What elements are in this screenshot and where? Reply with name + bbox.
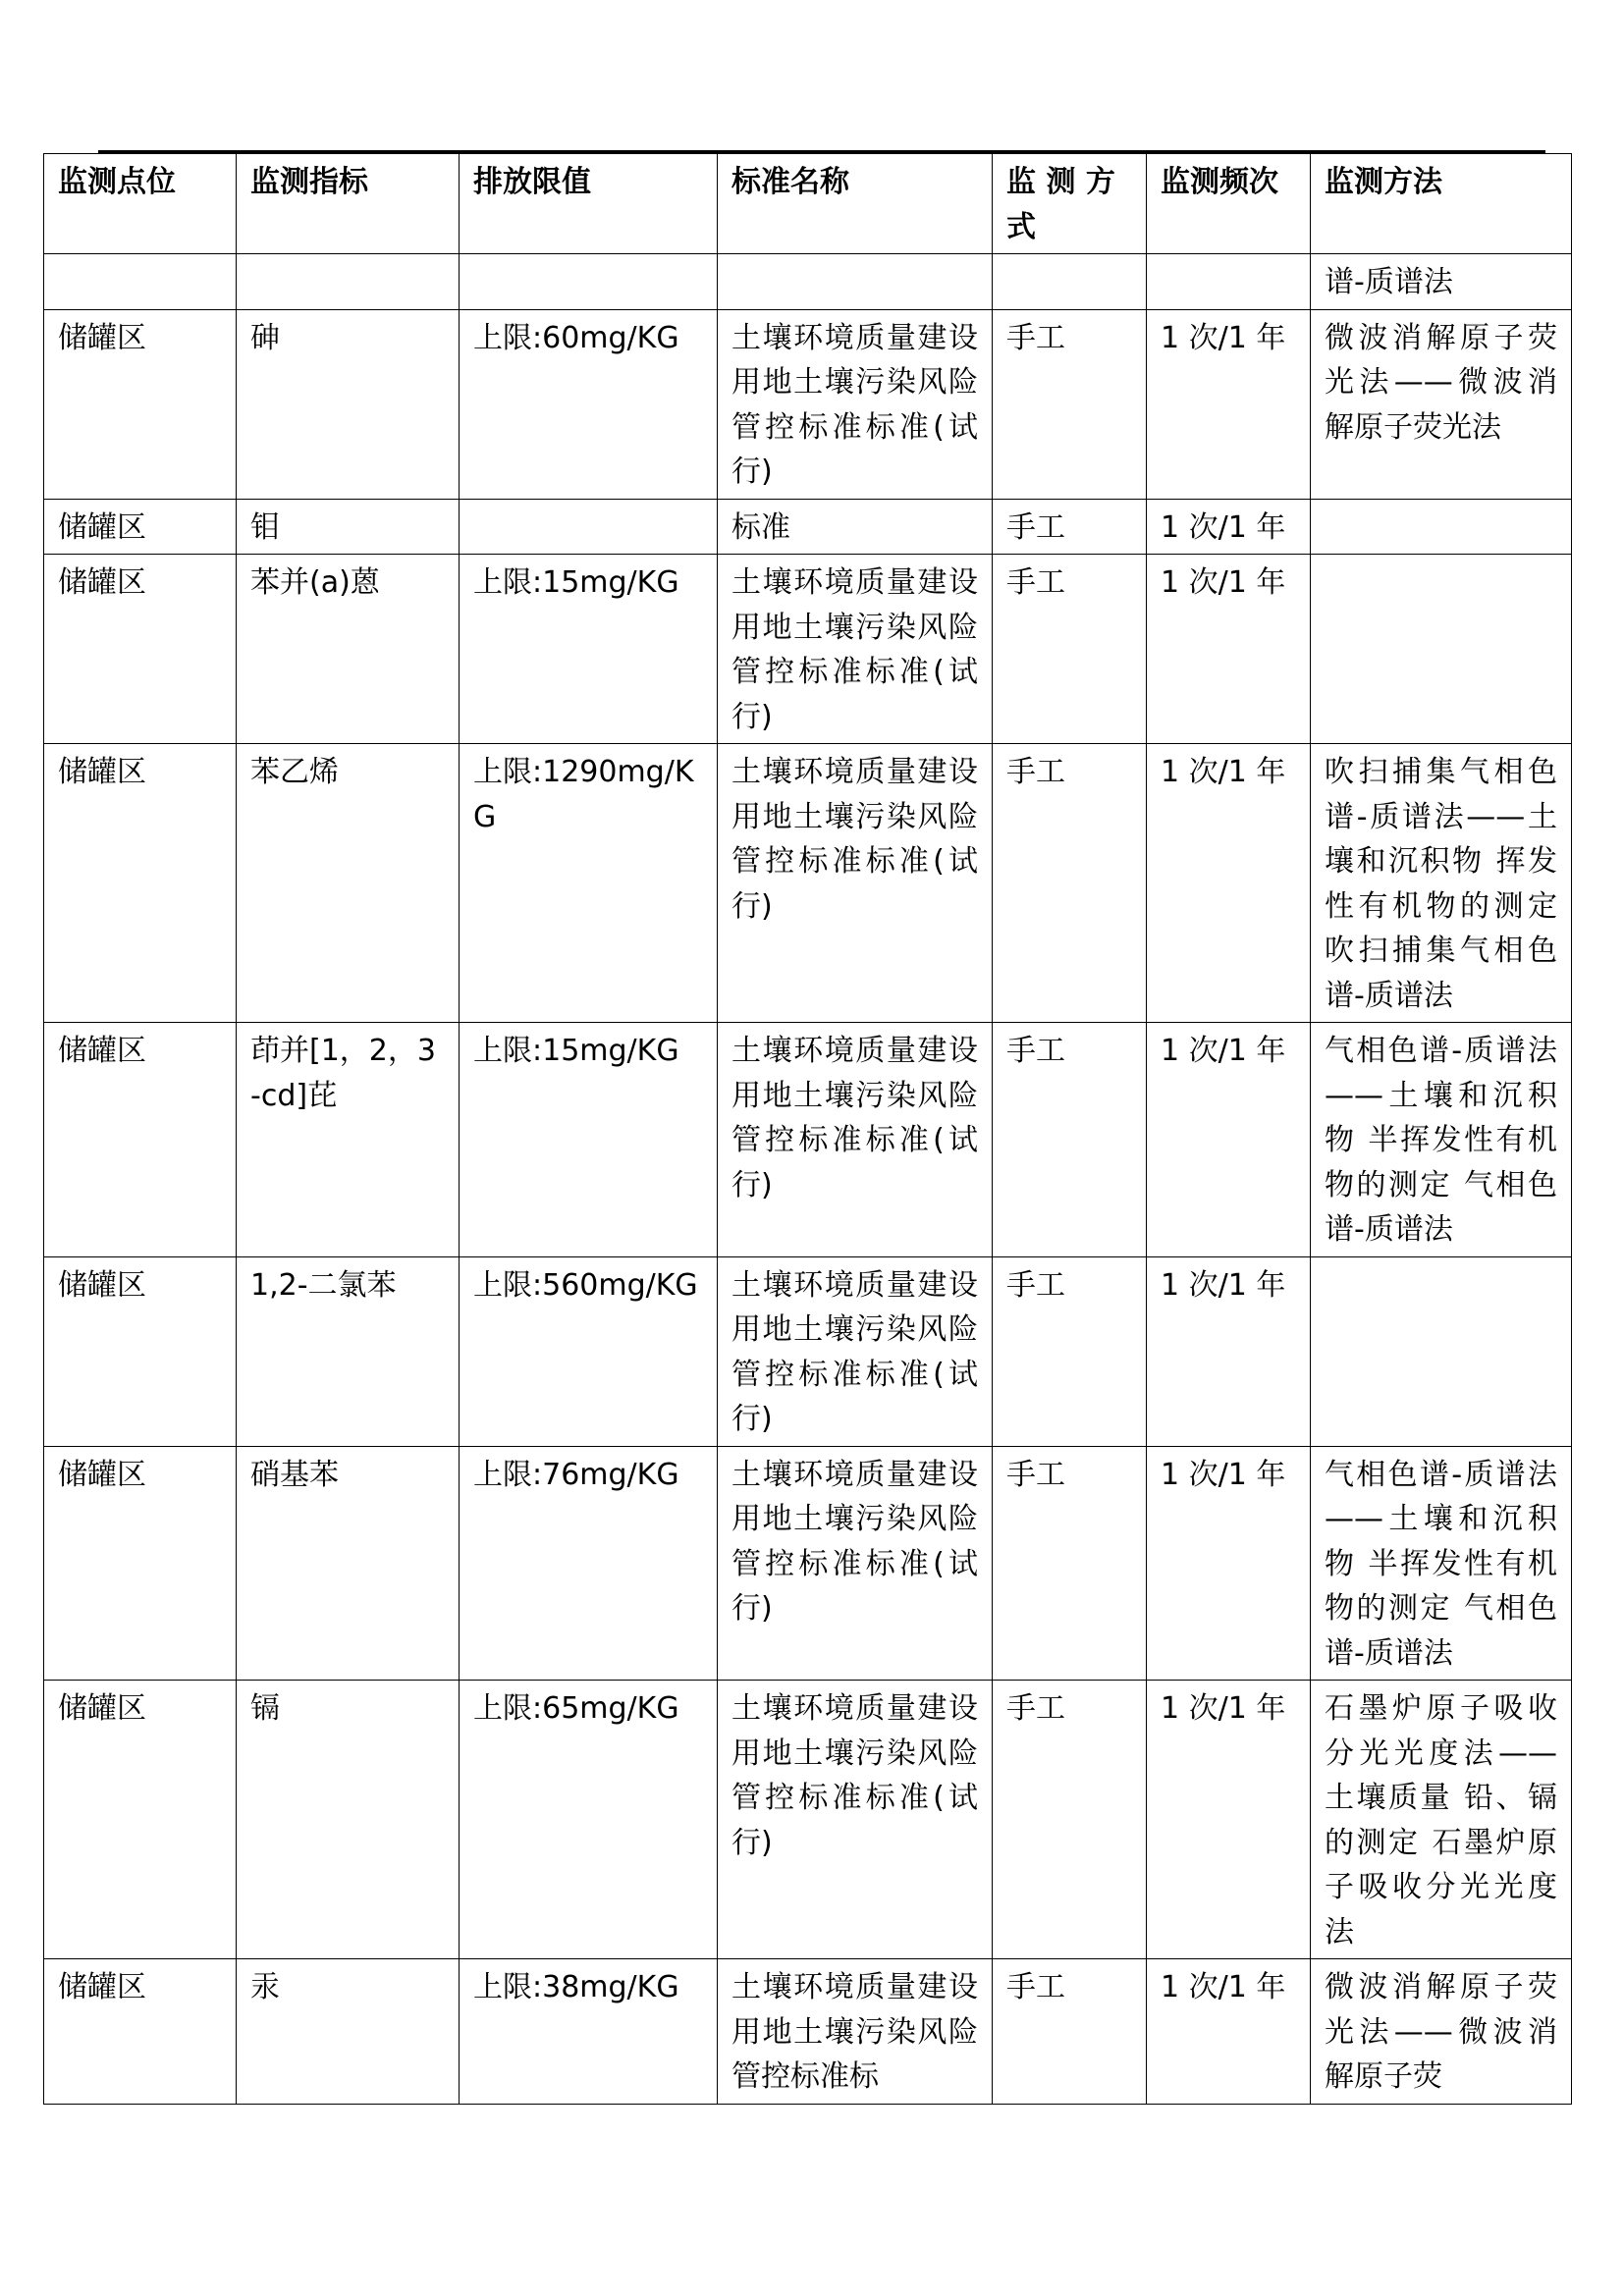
cell-frequency: 1 次/1 年 bbox=[1147, 1446, 1311, 1681]
cell-standard: 土壤环境质量建设用地土壤污染风险管控标准标准(试行) bbox=[718, 555, 993, 744]
cell-method: 吹扫捕集气相色谱-质谱法——土壤和沉积物 挥发性有机物的测定 吹扫捕集气相色谱-质谱法 bbox=[1311, 744, 1572, 1023]
cell-method bbox=[1311, 1256, 1572, 1446]
cell-frequency bbox=[1147, 254, 1311, 310]
cell-site: 储罐区 bbox=[44, 1681, 237, 1959]
cell-frequency: 1 次/1 年 bbox=[1147, 1681, 1311, 1959]
cell-limit bbox=[460, 254, 718, 310]
cell-indicator: 砷 bbox=[237, 309, 460, 499]
table-row bbox=[44, 1256, 1572, 1446]
cell-method: 气相色谱-质谱法——土壤和沉积物 半挥发性有机物的测定 气相色谱-质谱法 bbox=[1311, 1446, 1572, 1681]
cell-indicator: 硝基苯 bbox=[237, 1446, 460, 1681]
cell-standard: 土壤环境质量建设用地土壤污染风险管控标准标准(试行) bbox=[718, 1681, 993, 1959]
cell-method: 谱-质谱法 bbox=[1311, 254, 1572, 310]
cell-mode: 手工 bbox=[993, 499, 1147, 555]
cell-site: 储罐区 bbox=[44, 309, 237, 499]
cell-mode: 手工 bbox=[993, 1959, 1147, 2105]
cell-frequency: 1 次/1 年 bbox=[1147, 499, 1311, 555]
cell-mode: 手工 bbox=[993, 1681, 1147, 1959]
cell-site: 储罐区 bbox=[44, 1446, 237, 1681]
cell-indicator: 苯乙烯 bbox=[237, 744, 460, 1023]
header-method: 监测方法 bbox=[1311, 154, 1572, 254]
table-row bbox=[44, 1681, 1572, 1959]
cell-site: 储罐区 bbox=[44, 744, 237, 1023]
cell-mode: 手工 bbox=[993, 555, 1147, 744]
cell-limit: 上限:15mg/KG bbox=[460, 1023, 718, 1257]
cell-indicator: 1,2-二氯苯 bbox=[237, 1256, 460, 1446]
cell-method: 气相色谱-质谱法——土壤和沉积物 半挥发性有机物的测定 气相色谱-质谱法 bbox=[1311, 1023, 1572, 1257]
header-standard: 标准名称 bbox=[718, 154, 993, 254]
cell-standard: 标准 bbox=[718, 499, 993, 555]
cell-standard: 土壤环境质量建设用地土壤污染风险管控标准标准(试行) bbox=[718, 309, 993, 499]
cell-mode: 手工 bbox=[993, 744, 1147, 1023]
cell-indicator: 苯并(a)蒽 bbox=[237, 555, 460, 744]
cell-site: 储罐区 bbox=[44, 1959, 237, 2105]
cell-indicator bbox=[237, 254, 460, 310]
cell-site bbox=[44, 254, 237, 310]
cell-limit: 上限:65mg/KG bbox=[460, 1681, 718, 1959]
header-limit: 排放限值 bbox=[460, 154, 718, 254]
cell-standard: 土壤环境质量建设用地土壤污染风险管控标准标准(试行) bbox=[718, 1256, 993, 1446]
cell-method: 石墨炉原子吸收分光光度法——土壤质量 铅、镉的测定 石墨炉原子吸收分光光度法 bbox=[1311, 1681, 1572, 1959]
cell-mode: 手工 bbox=[993, 1256, 1147, 1446]
table-row bbox=[44, 1959, 1572, 2105]
table-row bbox=[44, 309, 1572, 499]
header-site: 监测点位 bbox=[44, 154, 237, 254]
cell-mode: 手工 bbox=[993, 309, 1147, 499]
cell-site: 储罐区 bbox=[44, 499, 237, 555]
cell-frequency: 1 次/1 年 bbox=[1147, 744, 1311, 1023]
cell-limit: 上限:15mg/KG bbox=[460, 555, 718, 744]
table-row bbox=[44, 1023, 1572, 1257]
cell-indicator: 汞 bbox=[237, 1959, 460, 2105]
cell-limit: 上限:60mg/KG bbox=[460, 309, 718, 499]
cell-limit: 上限:76mg/KG bbox=[460, 1446, 718, 1681]
cell-method bbox=[1311, 555, 1572, 744]
header-indicator: 监测指标 bbox=[237, 154, 460, 254]
table-row bbox=[44, 254, 1572, 310]
table-row bbox=[44, 744, 1572, 1023]
cell-limit bbox=[460, 499, 718, 555]
table-row bbox=[44, 1446, 1572, 1681]
cell-standard: 土壤环境质量建设用地土壤污染风险管控标准标准(试行) bbox=[718, 1446, 993, 1681]
cell-frequency: 1 次/1 年 bbox=[1147, 1256, 1311, 1446]
cell-standard: 土壤环境质量建设用地土壤污染风险管控标准标准(试行) bbox=[718, 744, 993, 1023]
cell-method bbox=[1311, 499, 1572, 555]
cell-standard: 土壤环境质量建设用地土壤污染风险管控标准标 bbox=[718, 1959, 993, 2105]
cell-site: 储罐区 bbox=[44, 555, 237, 744]
cell-frequency: 1 次/1 年 bbox=[1147, 1023, 1311, 1257]
table-row bbox=[44, 555, 1572, 744]
cell-standard: 土壤环境质量建设用地土壤污染风险管控标准标准(试行) bbox=[718, 1023, 993, 1257]
cell-mode: 手工 bbox=[993, 1446, 1147, 1681]
header-mode: 监 测 方式 bbox=[993, 154, 1147, 254]
cell-frequency: 1 次/1 年 bbox=[1147, 309, 1311, 499]
monitoring-table bbox=[43, 153, 1572, 2105]
cell-method: 微波消解原子荧光法——微波消解原子荧光法 bbox=[1311, 309, 1572, 499]
cell-limit: 上限:1290mg/KG bbox=[460, 744, 718, 1023]
cell-limit: 上限:560mg/KG bbox=[460, 1256, 718, 1446]
header-frequency: 监测频次 bbox=[1147, 154, 1311, 254]
cell-standard bbox=[718, 254, 993, 310]
cell-site: 储罐区 bbox=[44, 1256, 237, 1446]
cell-mode: 手工 bbox=[993, 1023, 1147, 1257]
cell-frequency: 1 次/1 年 bbox=[1147, 1959, 1311, 2105]
cell-method: 微波消解原子荧光法——微波消解原子荧 bbox=[1311, 1959, 1572, 2105]
cell-site: 储罐区 bbox=[44, 1023, 237, 1257]
cell-indicator: 镉 bbox=[237, 1681, 460, 1959]
table-row bbox=[44, 499, 1572, 555]
cell-frequency: 1 次/1 年 bbox=[1147, 555, 1311, 744]
cell-indicator: 茚并[1，2，3-cd]芘 bbox=[237, 1023, 460, 1257]
cell-mode bbox=[993, 254, 1147, 310]
cell-indicator: 钼 bbox=[237, 499, 460, 555]
table-header-row bbox=[44, 154, 1572, 254]
cell-limit: 上限:38mg/KG bbox=[460, 1959, 718, 2105]
